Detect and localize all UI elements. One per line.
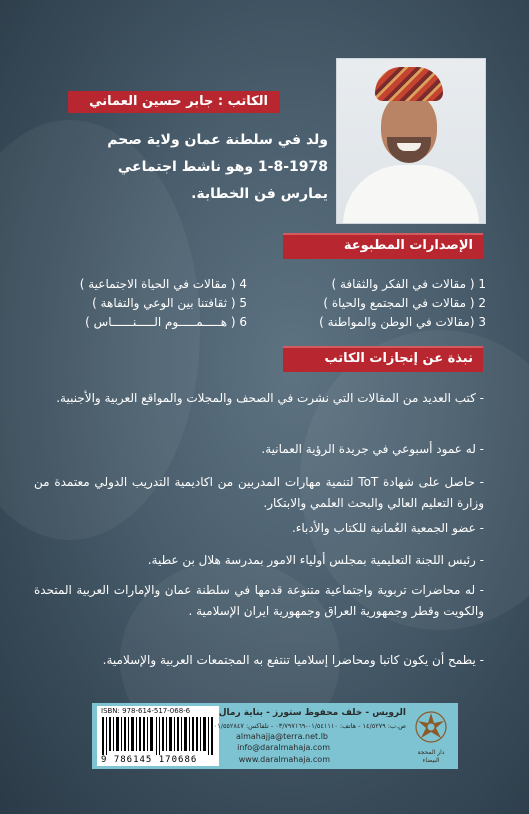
achievement-item: - عضو الجمعية العُمانية للكتاب والأدباء. bbox=[291, 521, 484, 535]
publisher-box bbox=[92, 703, 458, 769]
author-photo bbox=[336, 58, 486, 224]
barcode-icon bbox=[102, 717, 214, 755]
publisher-logo-icon bbox=[410, 707, 452, 745]
bio-line: يمارس فن الخطابة. bbox=[191, 186, 328, 202]
book-item: 3 (مقالات في الوطن والمواطنة ) bbox=[319, 315, 486, 329]
publisher-phones: ص.ب: ١٤/٥٢٧٩ - هاتف: ٠١/٥٤١١١٠-٠٣/٧٩٧١٦٩ - تلفاكس: ٠١/٥٥٢٨٤٧ bbox=[213, 722, 406, 730]
achievement-item: - له محاضرات تربوية واجتماعية متنوعة قدمها في سلطنة عمان والإمارات العربية المتحدة والكويت وقطر وجمهورية العراق وجمهورية ايران الإسلامية . bbox=[34, 583, 484, 618]
bio-line: ولد في سلطنة عمان ولاية صحم bbox=[107, 132, 328, 148]
achievement-item: - رئيس اللجنة التعليمية بمجلس أولياء الامور بمدرسة هلال بن عطية. bbox=[147, 553, 484, 567]
achievements-header: نبذة عن إنجازات الكاتب bbox=[283, 346, 483, 372]
isbn-label: ISBN: 978-614-517-068-6 bbox=[101, 707, 191, 715]
bio-line: 1-8-1978 وهو ناشط اجتماعي bbox=[117, 159, 328, 175]
book-item: 4 ( مقالات في الحياة الاجتماعية ) bbox=[79, 277, 247, 291]
barcode-digits: 9 786145 170686 bbox=[101, 755, 198, 765]
achievement-item: - حاصل على شهادة ToT لتنمية مهارات المدربين من اكاديمية التدريب الدولي معتمدة من وزارة التعليم العالي والبحث العلمي والابتكار. bbox=[34, 475, 484, 510]
book-item: 6 ( هـــــمـــــوم الـــــنــــــاس ) bbox=[85, 315, 247, 329]
publisher-logo bbox=[410, 707, 452, 765]
barcode-panel bbox=[97, 706, 219, 766]
achievement-item: - كتب العديد من المقالات التي نشرت في الصحف والمجلات والمواقع العربية والأجنبية. bbox=[56, 391, 484, 405]
author-name: الكاتب : جابر حسين العماني bbox=[68, 91, 280, 113]
publisher-website: www.daralmahaja.com bbox=[238, 755, 330, 764]
publications-header: الإصدارات المطبوعة bbox=[283, 233, 483, 259]
publisher-email: almahajja@terra.net.lb bbox=[235, 732, 328, 741]
author-bio bbox=[107, 127, 328, 208]
publisher-email: info@daralmahaja.com bbox=[237, 743, 330, 752]
book-item: 5 ( ثقافتنا بين الوعي والتفاهة ) bbox=[92, 296, 247, 310]
book-item: 2 ( مقالات في المجتمع والحياة ) bbox=[323, 296, 486, 310]
publisher-address: الرويس - خلف محفوظ ستورز - بناية رمال bbox=[218, 708, 406, 718]
achievement-item: - له عمود أسبوعي في جريدة الرؤية العمانية. bbox=[261, 442, 484, 456]
publisher-logo-text: دار المحجة البيضاء bbox=[417, 749, 445, 764]
book-item: 1 ( مقالات في الفكر والثقافة ) bbox=[331, 277, 486, 291]
achievement-item: - يطمح أن يكون كاتبا ومحاضرا إسلاميا تنتفع به المجتمعات العربية والإسلامية. bbox=[102, 653, 484, 667]
